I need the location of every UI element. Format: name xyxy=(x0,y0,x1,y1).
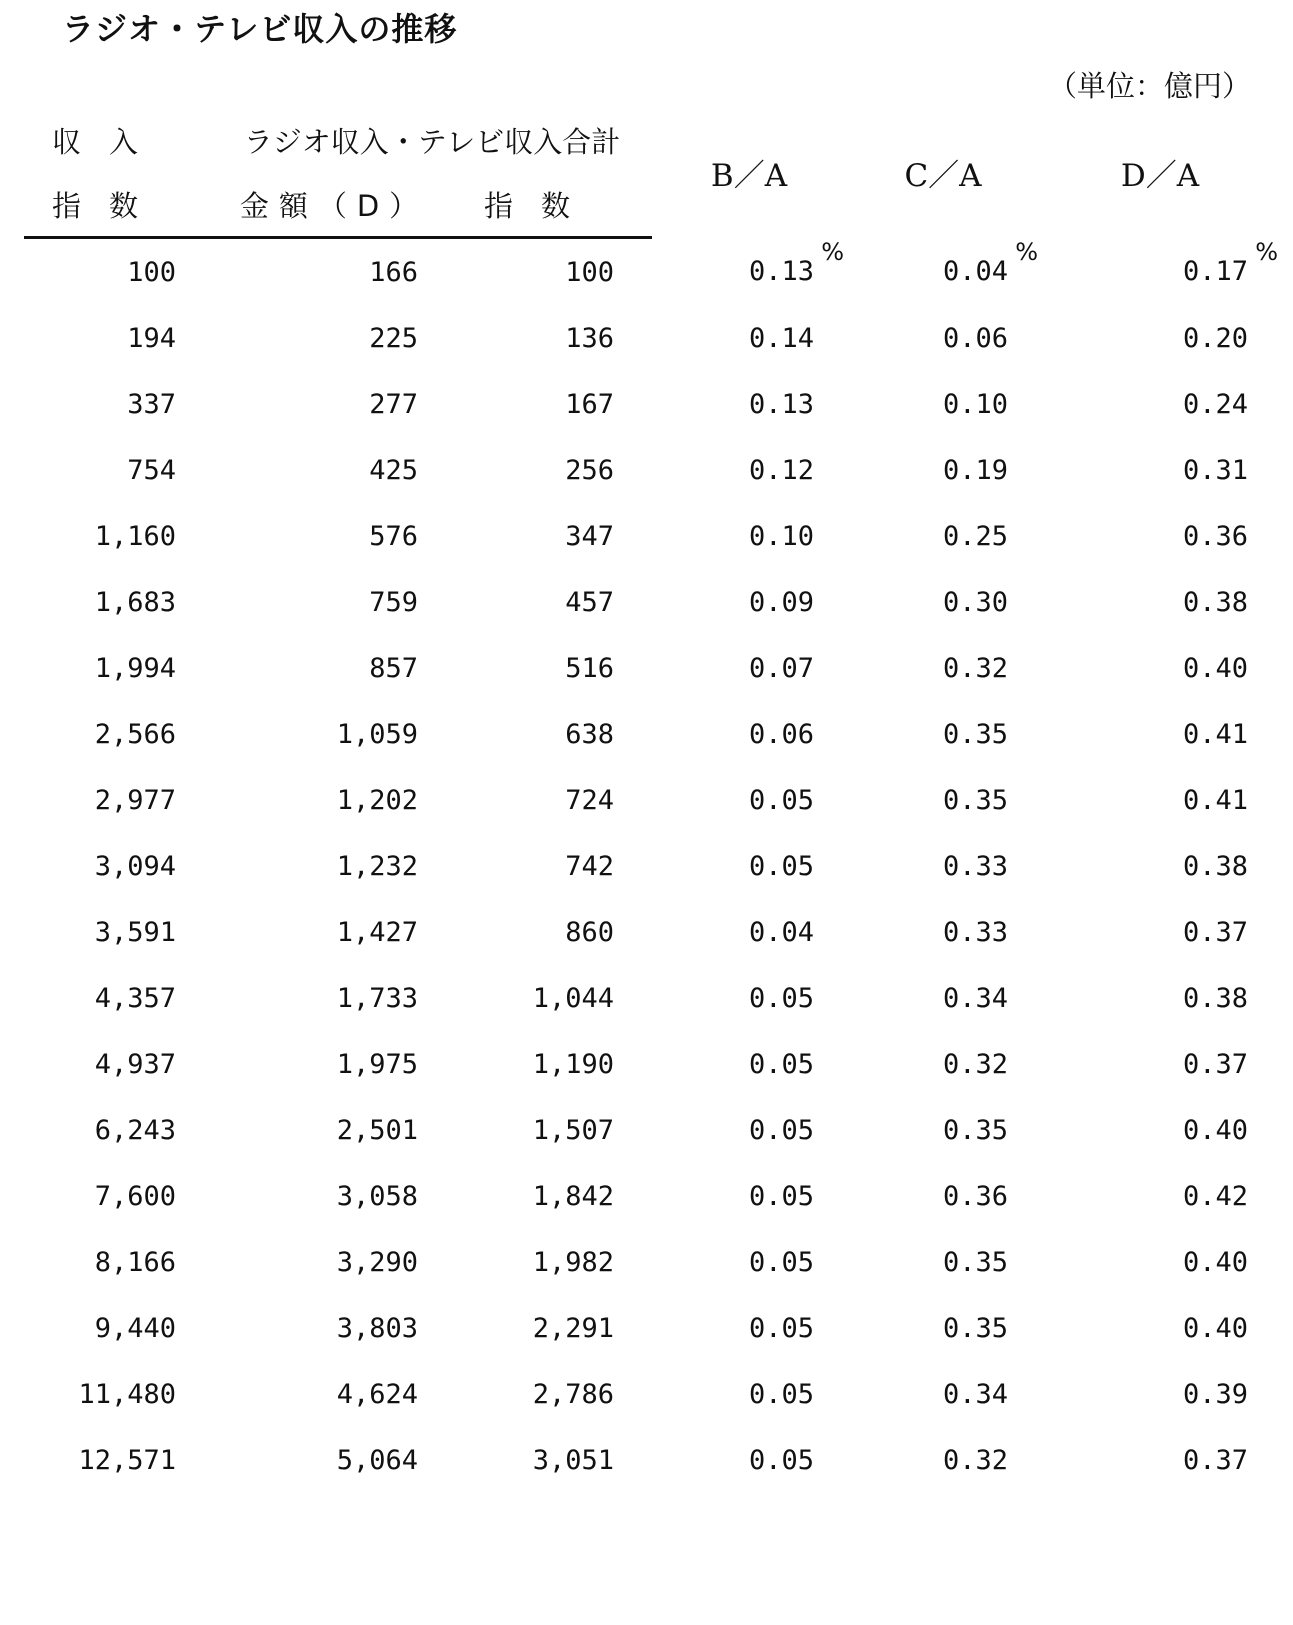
cell-b-over-a: 0.05 xyxy=(748,1048,815,1080)
cell-d-over-a: 0.20 xyxy=(1182,322,1249,354)
cell-b-over-a: 0.05 xyxy=(748,1114,815,1146)
cell-amount-d: 425 xyxy=(369,454,418,486)
cell-total-index: 1,507 xyxy=(532,1114,615,1146)
table-row xyxy=(24,1163,1280,1229)
cell-d-over-a: 0.36 xyxy=(1182,520,1249,552)
cell-total-index: 860 xyxy=(565,916,615,948)
cell-income-index: 754 xyxy=(127,454,176,486)
cell-amount-d: 225 xyxy=(369,322,418,354)
percent-mark: % xyxy=(821,237,845,266)
cell-total-index: 1,842 xyxy=(532,1180,615,1212)
cell-c-over-a: 0.32 xyxy=(942,1048,1009,1080)
cell-amount-d: 1,232 xyxy=(336,850,418,882)
cell-income-index: 11,480 xyxy=(78,1378,176,1410)
header-total-index: 指数 xyxy=(456,172,652,238)
cell-b-over-a: 0.05 xyxy=(748,1180,815,1212)
cell-amount-d: 1,427 xyxy=(336,916,418,948)
table-row xyxy=(24,1295,1280,1361)
cell-b-over-a: 0.12 xyxy=(748,454,815,486)
cell-amount-d: 4,624 xyxy=(336,1378,418,1410)
table-body xyxy=(24,238,1280,1494)
percent-mark: % xyxy=(1255,237,1279,266)
cell-total-index: 3,051 xyxy=(532,1444,615,1476)
cell-total-index: 136 xyxy=(565,322,615,354)
cell-c-over-a: 0.36 xyxy=(942,1180,1009,1212)
table-row xyxy=(24,569,1280,635)
cell-c-over-a: 0.35 xyxy=(942,1312,1009,1344)
cell-d-over-a: 0.38 xyxy=(1182,586,1249,618)
cell-total-index: 516 xyxy=(565,652,615,684)
cell-b-over-a: 0.05 xyxy=(748,1444,815,1476)
cell-c-over-a: 0.35 xyxy=(942,1246,1009,1278)
cell-income-index: 1,994 xyxy=(94,652,176,684)
cell-b-over-a: 0.05 xyxy=(748,1378,815,1410)
cell-amount-d: 277 xyxy=(369,388,418,420)
table-row xyxy=(24,833,1280,899)
table-row xyxy=(24,1031,1280,1097)
cell-b-over-a: 0.10 xyxy=(748,520,815,552)
table-row xyxy=(24,965,1280,1031)
cell-amount-d: 759 xyxy=(369,586,418,618)
table-row xyxy=(24,899,1280,965)
table-row xyxy=(24,767,1280,833)
cell-b-over-a: 0.13 xyxy=(748,388,815,420)
table-row xyxy=(24,371,1280,437)
cell-income-index: 9,440 xyxy=(94,1312,176,1344)
table-row xyxy=(24,238,1280,306)
cell-income-index: 2,566 xyxy=(94,718,176,750)
table-row xyxy=(24,1097,1280,1163)
cell-b-over-a: 0.05 xyxy=(748,982,815,1014)
cell-d-over-a: 0.40 xyxy=(1182,1246,1249,1278)
revenue-table xyxy=(24,108,1280,1493)
cell-amount-d: 166 xyxy=(369,256,418,288)
cell-c-over-a: 0.35 xyxy=(942,718,1009,750)
cell-c-over-a: 0.30 xyxy=(942,586,1009,618)
cell-d-over-a: 0.31 xyxy=(1182,454,1249,486)
cell-d-over-a: 0.37 xyxy=(1182,1048,1249,1080)
cell-c-over-a: 0.32 xyxy=(942,1444,1009,1476)
cell-income-index: 1,160 xyxy=(94,520,176,552)
unit-label: （単位：億円） xyxy=(1047,69,1251,103)
cell-d-over-a: 0.24 xyxy=(1182,388,1249,420)
cell-amount-d: 3,803 xyxy=(336,1312,418,1344)
cell-total-index: 1,190 xyxy=(532,1048,615,1080)
cell-amount-d: 3,290 xyxy=(336,1246,418,1278)
cell-income-index: 7,600 xyxy=(94,1180,176,1212)
table-row xyxy=(24,635,1280,701)
cell-amount-d: 1,059 xyxy=(336,718,418,750)
cell-b-over-a: 0.05 xyxy=(748,1312,815,1344)
cell-amount-d: 576 xyxy=(369,520,418,552)
cell-income-index: 8,166 xyxy=(94,1246,176,1278)
cell-d-over-a: 0.41 xyxy=(1182,718,1249,750)
cell-c-over-a: 0.33 xyxy=(942,850,1009,882)
cell-b-over-a: 0.14 xyxy=(748,322,815,354)
table-row xyxy=(24,1229,1280,1295)
cell-b-over-a: 0.13 % xyxy=(748,237,845,287)
cell-d-over-a: 0.17 % xyxy=(1182,237,1279,287)
cell-d-over-a: 0.39 xyxy=(1182,1378,1249,1410)
cell-total-index: 638 xyxy=(565,718,615,750)
cell-b-over-a: 0.04 xyxy=(748,916,815,948)
page-title: ラジオ・テレビ収入の推移 xyxy=(62,10,458,48)
cell-total-index: 2,291 xyxy=(532,1312,615,1344)
cell-c-over-a: 0.35 xyxy=(942,1114,1009,1146)
cell-d-over-a: 0.37 xyxy=(1182,1444,1249,1476)
cell-amount-d: 1,975 xyxy=(336,1048,418,1080)
cell-c-over-a: 0.10 xyxy=(942,388,1009,420)
cell-total-index: 457 xyxy=(565,586,615,618)
cell-c-over-a: 0.32 xyxy=(942,652,1009,684)
cell-d-over-a: 0.42 xyxy=(1182,1180,1249,1212)
header-c-over-a: C／A xyxy=(904,158,982,195)
header-b-over-a: B／A xyxy=(710,158,788,195)
cell-c-over-a: 0.34 xyxy=(942,982,1009,1014)
cell-income-index: 12,571 xyxy=(78,1444,176,1476)
cell-d-over-a: 0.40 xyxy=(1182,1312,1249,1344)
cell-c-over-a: 0.34 xyxy=(942,1378,1009,1410)
cell-d-over-a: 0.41 xyxy=(1182,784,1249,816)
cell-c-over-a: 0.06 xyxy=(942,322,1009,354)
cell-total-index: 256 xyxy=(565,454,615,486)
table-row xyxy=(24,437,1280,503)
cell-c-over-a: 0.19 xyxy=(942,454,1009,486)
cell-income-index: 6,243 xyxy=(94,1114,176,1146)
cell-amount-d: 3,058 xyxy=(336,1180,418,1212)
cell-c-over-a: 0.25 xyxy=(942,520,1009,552)
cell-income-index: 100 xyxy=(127,256,176,288)
header-income-label: 収入 xyxy=(52,124,167,159)
cell-b-over-a: 0.06 xyxy=(748,718,815,750)
cell-d-over-a: 0.37 xyxy=(1182,916,1249,948)
cell-income-index: 4,357 xyxy=(94,982,176,1014)
table-row xyxy=(24,701,1280,767)
header-d-over-a: D／A xyxy=(1120,158,1200,195)
cell-amount-d: 1,733 xyxy=(336,982,418,1014)
cell-b-over-a: 0.05 xyxy=(748,850,815,882)
table-row xyxy=(24,503,1280,569)
cell-income-index: 3,591 xyxy=(94,916,176,948)
cell-total-index: 742 xyxy=(565,850,615,882)
cell-total-index: 100 xyxy=(565,256,615,288)
cell-d-over-a: 0.38 xyxy=(1182,982,1249,1014)
cell-amount-d: 1,202 xyxy=(336,784,418,816)
cell-d-over-a: 0.38 xyxy=(1182,850,1249,882)
cell-d-over-a: 0.40 xyxy=(1182,652,1249,684)
cell-d-over-a: 0.40 xyxy=(1182,1114,1249,1146)
cell-total-index: 1,982 xyxy=(532,1246,615,1278)
header-income-index: 指数 xyxy=(24,172,212,238)
header-amount-d: 金額（D） xyxy=(212,172,456,238)
cell-amount-d: 2,501 xyxy=(336,1114,418,1146)
table-row xyxy=(24,1427,1280,1493)
cell-income-index: 1,683 xyxy=(94,586,176,618)
cell-b-over-a: 0.07 xyxy=(748,652,815,684)
cell-c-over-a: 0.33 xyxy=(942,916,1009,948)
cell-income-index: 4,937 xyxy=(94,1048,176,1080)
cell-amount-d: 5,064 xyxy=(336,1444,418,1476)
header-row-top xyxy=(24,108,1280,172)
table-row xyxy=(24,1361,1280,1427)
cell-income-index: 3,094 xyxy=(94,850,176,882)
percent-mark: % xyxy=(1015,237,1039,266)
cell-total-index: 347 xyxy=(565,520,615,552)
cell-total-index: 167 xyxy=(565,388,615,420)
cell-total-index: 2,786 xyxy=(532,1378,615,1410)
header-group-total: ラジオ収入・テレビ収入合計 xyxy=(243,124,621,159)
table-row xyxy=(24,305,1280,371)
cell-income-index: 337 xyxy=(127,388,176,420)
cell-amount-d: 857 xyxy=(369,652,418,684)
cell-total-index: 1,044 xyxy=(532,982,615,1014)
cell-income-index: 2,977 xyxy=(94,784,176,816)
cell-total-index: 724 xyxy=(565,784,615,816)
cell-b-over-a: 0.05 xyxy=(748,1246,815,1278)
cell-c-over-a: 0.04 % xyxy=(942,237,1039,287)
cell-c-over-a: 0.35 xyxy=(942,784,1009,816)
cell-income-index: 194 xyxy=(127,322,176,354)
cell-b-over-a: 0.05 xyxy=(748,784,815,816)
cell-b-over-a: 0.09 xyxy=(748,586,815,618)
